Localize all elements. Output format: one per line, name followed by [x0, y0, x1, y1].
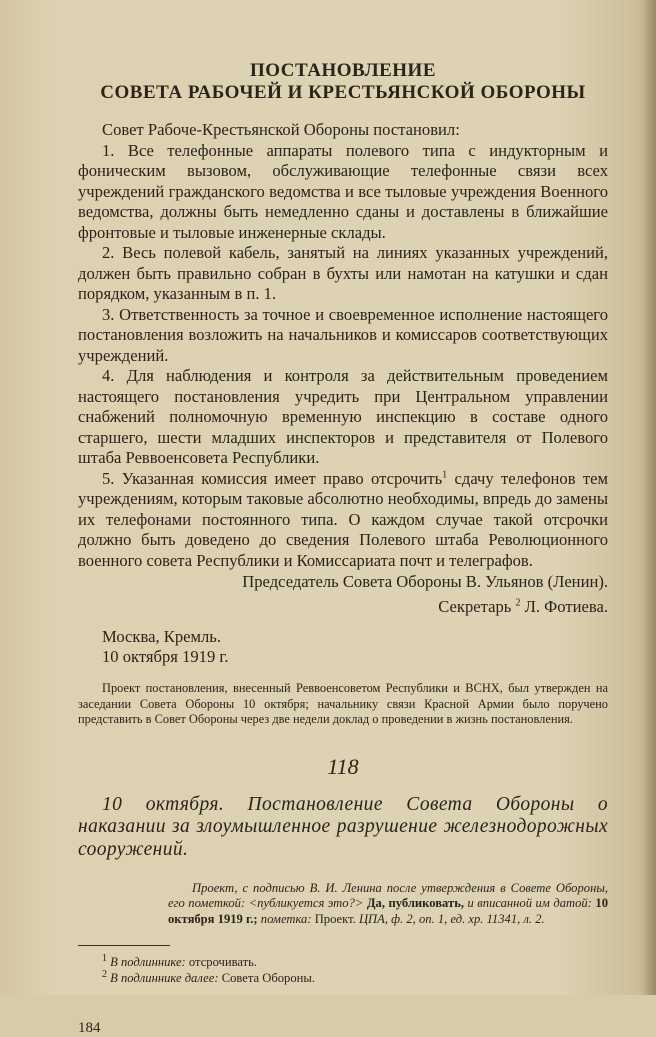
source-part-5: пометка:: [260, 911, 312, 926]
footnote-1-text: отсрочивать.: [188, 955, 258, 969]
editorial-note: Проект постановления, внесенный Реввоенсоветом Республики и ВСНХ, был утвержден на заседании Совета Обороны 10 октября; начальнику связи Красной Армии было поручено представить в Совет Обороны через две недели доклад о проведении в жизнь постановления.: [78, 681, 608, 726]
document-heading: 10 октября. Постановление Совета Обороны о наказании за злоумышленное разрушение железнодорожных сооружений.: [78, 793, 608, 860]
source-note: [168, 881, 608, 928]
page-number: 184: [78, 1020, 101, 1036]
source-part-2: Да, публиковать,: [366, 896, 465, 910]
footnote-2-label: В подлиннике далее:: [110, 971, 219, 985]
place-and-date: [102, 627, 608, 667]
footnote-1-number: 1: [102, 952, 107, 964]
source-part-7: ЦПА, ф. 2, оп. 1, ед. хр. 11341, л. 2.: [358, 911, 545, 926]
paragraph-5-start: 5. Указанная комиссия имеет право отсрочить: [102, 468, 443, 488]
paragraph-5: [78, 469, 608, 572]
paragraph-4: 4. Для наблюдения и контроля за действительным проведением настоящего постановления учредить при Центральном управлении снабжений полномочную временную инспекцию в составе одного старшего, шести младших инспекторов и представителя от Полевого штаба Реввоенсовета Республики.: [78, 366, 608, 467]
intro-text: Совет Рабоче-Крестьянской Обороны постановил:: [102, 120, 460, 139]
page-edge-shadow: [642, 0, 656, 995]
paragraph-5-rest: сдачу телефонов тем учреждениям, которым таковые абсолютно необходимы, впредь до замены их телефонами постоянного типа. О каждом случае такой отсрочки должно быть доведено до сведения Полевого штаба Революционного военного совета Республики и Комиссариата почт и телеграфов.: [78, 468, 608, 570]
paragraph-1: 1. Все телефонные аппараты полевого типа с индукторным и фоническим вызовом, обслуживающие телефонные связи всех учреждений гражданского ведомства и все тыловые учреждения Военного ведомства, должны быть немедленно сданы и доставлены в ближайшие фронтовые и тыловые инженерные склады.: [78, 140, 608, 242]
chairman-signature: Председатель Совета Обороны В. Ульянов (Ленин).: [242, 572, 608, 591]
page-content: [78, 60, 608, 1037]
document-title: [78, 60, 608, 104]
footnote-2-text: Совета Обороны.: [221, 971, 316, 985]
footnote-1: [102, 954, 608, 970]
source-part-1: Проект, с подписью В. И. Ленина после утверждения в Совете Обороны, его пометкой: <публикуется это?>: [168, 880, 608, 910]
paragraph-2: 2. Весь полевой кабель, занятый на линиях указанных учреждений, должен быть правильно собран в бухты или намотан на катушки и сдан порядком, указанным в п. 1.: [78, 243, 608, 303]
resolution-body: [78, 120, 608, 667]
paragraph-3: 3. Ответственность за точное и своевременное исполнение настоящего постановления возложить на начальников и комиссаров соответствующих учреждений.: [78, 304, 608, 365]
secretary-name: Л. Фотиева.: [524, 597, 608, 616]
document-number: 118: [327, 753, 359, 779]
footnote-ref-2: 2: [515, 597, 521, 609]
footnote-2: [102, 970, 608, 986]
source-part-6: Проект.: [314, 911, 356, 926]
place: Москва, Кремль.: [102, 627, 221, 646]
footnote-divider: [78, 945, 170, 946]
source-part-4: 10 октября 1919 г.;: [168, 896, 608, 926]
footnote-1-label: В подлиннике:: [110, 955, 186, 969]
date: 10 октября 1919 г.: [102, 647, 229, 666]
source-part-3: и вписанной им датой:: [467, 896, 592, 910]
title-line-1: ПОСТАНОВЛЕНИЕ: [249, 60, 437, 81]
secretary-label: Секретарь: [438, 597, 512, 616]
footnote-ref-1: 1: [442, 468, 448, 480]
footnote-2-number: 2: [102, 968, 107, 980]
secretary-signature: [78, 596, 608, 617]
title-line-2: СОВЕТА РАБОЧЕЙ И КРЕСТЬЯНСКОЙ ОБОРОНЫ: [100, 82, 586, 103]
